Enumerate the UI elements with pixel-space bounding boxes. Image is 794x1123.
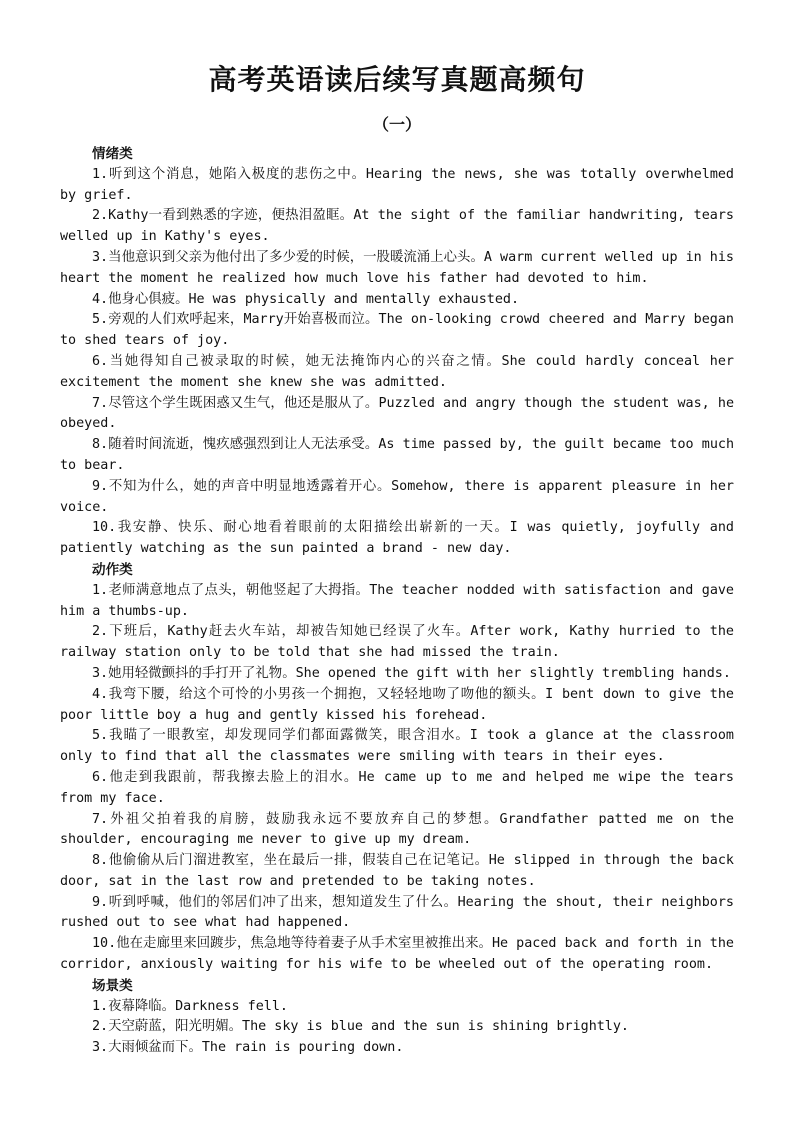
sentence-item: 6.当她得知自己被录取的时候，她无法掩饰内心的兴奋之情。She could hardly conceal her excitement the moment she knew she was admitted. xyxy=(60,353,734,390)
sentence-item: 4.他身心俱疲。He was physically and mentally exhausted. xyxy=(92,291,520,307)
sentence-item: 8.他偷偷从后门溜进教室，坐在最后一排，假装自己在记笔记。He slipped in through the back door, sat in the last row and pretended to be taking notes. xyxy=(60,853,734,889)
document-body xyxy=(60,144,734,1059)
section-heading: 场景类 xyxy=(92,977,133,994)
sentence-item: 2.天空蔚蓝，阳光明媚。The sky is blue and the sun is shining brightly. xyxy=(92,1019,629,1035)
sentence-item: 8.随着时间流逝，愧疚感强烈到让人无法承受。As time passed by, the guilt became too much to bear. xyxy=(60,437,734,473)
sentence-item: 1.夜幕降临。Darkness fell. xyxy=(92,998,288,1014)
sentence-item: 1.老师满意地点了点头，朝他竖起了大拇指。The teacher nodded with satisfaction and gave him a thumbs-up. xyxy=(60,582,734,619)
sentence-item: 5.我瞄了一眼教室，却发现同学们都面露微笑，眼含泪水。I took a glance at the classroom only to find that all the classmates were smiling with tears in their eyes. xyxy=(60,728,734,765)
sentence-item: 4.我弯下腰，给这个可怜的小男孩一个拥抱，又轻轻地吻了吻他的额头。I bent down to give the poor little boy a hug and gently kissed his forehead. xyxy=(60,686,734,723)
sentence-item: 10.他在走廊里来回踱步，焦急地等待着妻子从手术室里被推出来。He paced back and forth in the corridor, anxiously waiting for his wife to be wheeled out of the operating room. xyxy=(60,936,734,973)
sentence-item: 7.尽管这个学生既困惑又生气，他还是服从了。Puzzled and angry though the student was, he obeyed. xyxy=(60,395,734,432)
section-heading: 情绪类 xyxy=(92,146,133,162)
sentence-item: 6.他走到我跟前，帮我擦去脸上的泪水。He came up to me and helped me wipe the tears from my face. xyxy=(60,769,734,806)
document-title: 高考英语读后续写真题高频句 xyxy=(208,63,586,96)
sentence-item: 3.当他意识到父亲为他付出了多少爱的时候，一股暖流涌上心头。A warm current welled up in his heart the moment he realized how much love his father had devoted to him. xyxy=(60,249,734,286)
sentence-item: 9.听到呼喊，他们的邻居们冲了出来，想知道发生了什么。Hearing the shout, their neighbors rushed out to see what had happened. xyxy=(60,894,734,931)
sentence-item: 2.Kathy一看到熟悉的字迹，便热泪盈眶。At the sight of the familiar handwriting, tears welled up in Kathy's eyes. xyxy=(60,208,734,245)
sentence-item: 3.她用轻微颤抖的手打开了礼物。She opened the gift with her slightly trembling hands. xyxy=(92,665,731,681)
section-heading: 动作类 xyxy=(92,561,133,578)
sentence-item: 5.旁观的人们欢呼起来，Marry开始喜极而泣。The on-looking crowd cheered and Marry began to shed tears of joy. xyxy=(60,312,734,349)
sentence-item: 9.不知为什么，她的声音中明显地透露着开心。Somehow, there is apparent pleasure in her voice. xyxy=(60,478,734,515)
sentence-item: 1.听到这个消息，她陷入极度的悲伤之中。Hearing the news, she was totally overwhelmed by grief. xyxy=(60,166,734,203)
document-subtitle: （一） xyxy=(372,115,421,134)
sentence-item: 3.大雨倾盆而下。The rain is pouring down. xyxy=(92,1040,404,1056)
sentence-item: 2.下班后，Kathy赶去火车站，却被告知她已经误了火车。After work, Kathy hurried to the railway station only to be told that she had missed the train. xyxy=(60,624,734,661)
sentence-item: 10.我安静、快乐、耐心地看着眼前的太阳描绘出崭新的一天。I was quietly, joyfully and patiently watching as the sun painted a brand - new day. xyxy=(60,520,734,557)
sentence-item: 7.外祖父拍着我的肩膀，鼓励我永远不要放弃自己的梦想。Grandfather patted me on the shoulder, encouraging me never to give up my dream. xyxy=(60,811,734,848)
